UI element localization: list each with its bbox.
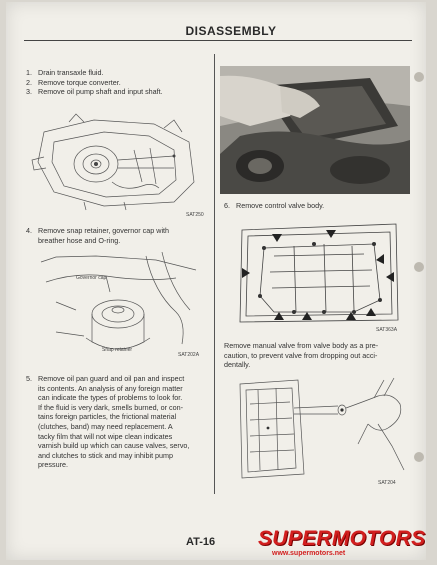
title-rule [24, 40, 412, 41]
control-valve-diagram [234, 216, 404, 328]
logo-wordmark: SUPERMOTORS [258, 527, 426, 550]
step-4: 4. Remove snap retainer, governor cap with breather hose and O-ring. [26, 226, 170, 245]
manual-valve-diagram [228, 374, 410, 482]
oil-pan-photo [220, 66, 410, 194]
figure-code: SAT202A [178, 352, 200, 358]
page-number: AT-16 [186, 536, 216, 548]
supermotors-watermark [258, 528, 428, 560]
manual-page [6, 2, 426, 560]
binder-hole [414, 452, 424, 462]
page-title: DISASSEMBLY [185, 24, 277, 38]
step-2: 2. Remove torque converter. [26, 77, 121, 87]
governor-cap-label: Governor cap [76, 275, 107, 281]
step-6: 6. Remove control valve body. [224, 201, 325, 210]
steps-1-3 [26, 68, 206, 97]
snap-retainer-label: Snap retainer [102, 347, 133, 353]
figure-code: SAT204 [378, 480, 396, 486]
step-3: 3. Remove oil pump shaft and input shaft. [26, 87, 163, 97]
manual-valve-step: Remove manual valve from valve body as a pre- caution, to prevent valve from dropping out acci- dentally. [224, 341, 379, 370]
transaxle-diagram [24, 102, 204, 214]
step-5: 5. Remove oil pan guard and oil pan and inspect its contents. An analysis of any foreign matter can indicate the types of problems to look for. If the fluid is very dark, smells burned, or con- tains foreign particles, the frictional material (clutches, band) may need replacement. A tacky film that will not wipe clean indicates varnish build up which can cause valves, servo, and clutches to stick and may inhibit pump pressure. [26, 374, 190, 470]
figure-code: SAT363A [376, 327, 398, 333]
figure-code: SAT250 [186, 212, 204, 218]
column-divider [214, 54, 215, 494]
governor-cap-diagram [36, 252, 206, 362]
binder-hole [414, 72, 424, 82]
binder-hole [414, 262, 424, 272]
step-1: 1. Drain transaxle fluid. [26, 68, 104, 77]
logo-url: www.supermotors.net [272, 550, 346, 557]
